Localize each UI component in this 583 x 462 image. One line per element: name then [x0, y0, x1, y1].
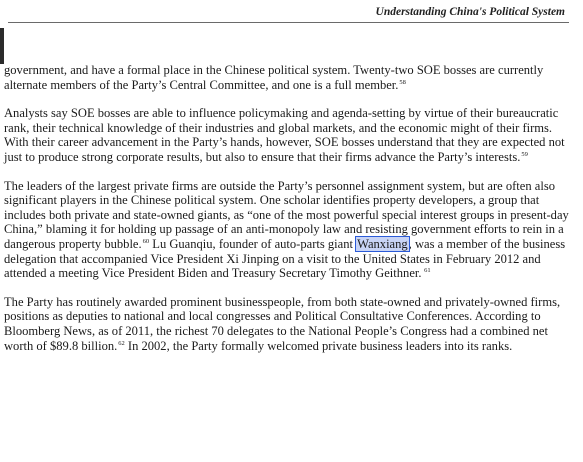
paragraph-1 [4, 63, 571, 92]
page-edge-marker [0, 28, 4, 64]
text-span: government, and have a formal place in the Chinese political system. Twenty-two SOE bosses are currently alternate members of the Party’s Central Committee, and one is a full member. [4, 63, 544, 92]
running-header: Understanding China's Political System [375, 6, 565, 18]
selected-text-highlight[interactable]: Wanxiang [357, 236, 408, 251]
footnote-ref-59[interactable]: 59 [521, 150, 528, 158]
text-span: Analysts say SOE bosses are able to influence policymaking and agenda-setting by virtue of their bureaucratic rank, their technical knowledge of their industries and global markets, and the economic might of their firms. With their career advancement in the Party’s hands, however, SOE bosses understand that they are expected not just to produce strong corporate results, but also to ensure that their firms advance the Party’s interests. [4, 106, 565, 164]
paragraph-3 [4, 179, 571, 281]
text-span: The leaders of the largest private firms are outside the Party’s personnel assignment system, but are often also significant players in the Chinese political system. One scholar identifies property developers, a group that includes both private and state-owned giants, as “one of the most powerful special interest groups in present-day China,” blaming it for holding up passage of an anti-monopoly law and resisting government efforts to rein in a dangerous property bubble. [4, 178, 569, 251]
paragraph-2 [4, 106, 571, 164]
header-rule [8, 22, 569, 23]
footnote-ref-58[interactable]: 58 [399, 78, 406, 86]
text-span: The Party has routinely awarded prominent businesspeople, from both state-owned and privately-owned firms, positions as deputies to national and local congresses and Political Consultative Conferences. According to Bloomberg News, as of 2011, the richest 70 delegates to the National People’s Congress had a combined net worth of $89.8 billion. [4, 294, 561, 353]
document-body [4, 63, 571, 367]
footnote-ref-62[interactable]: 62 [118, 339, 125, 347]
text-span: In 2002, the Party formally welcomed private business leaders into its ranks. [124, 338, 513, 353]
text-span: , was a member of the business delegation that accompanied Vice President Xi Jinping on a visit to the United States in February 2012 and attended a meeting Vice President Biden and Treasury Secretary Timothy Geithner. [4, 236, 566, 281]
text-span: Lu Guanqiu, founder of auto-parts giant [149, 236, 357, 251]
footnote-ref-61[interactable]: 61 [422, 267, 431, 275]
footnote-ref-60[interactable]: 60 [142, 237, 150, 245]
paragraph-4 [4, 295, 571, 353]
